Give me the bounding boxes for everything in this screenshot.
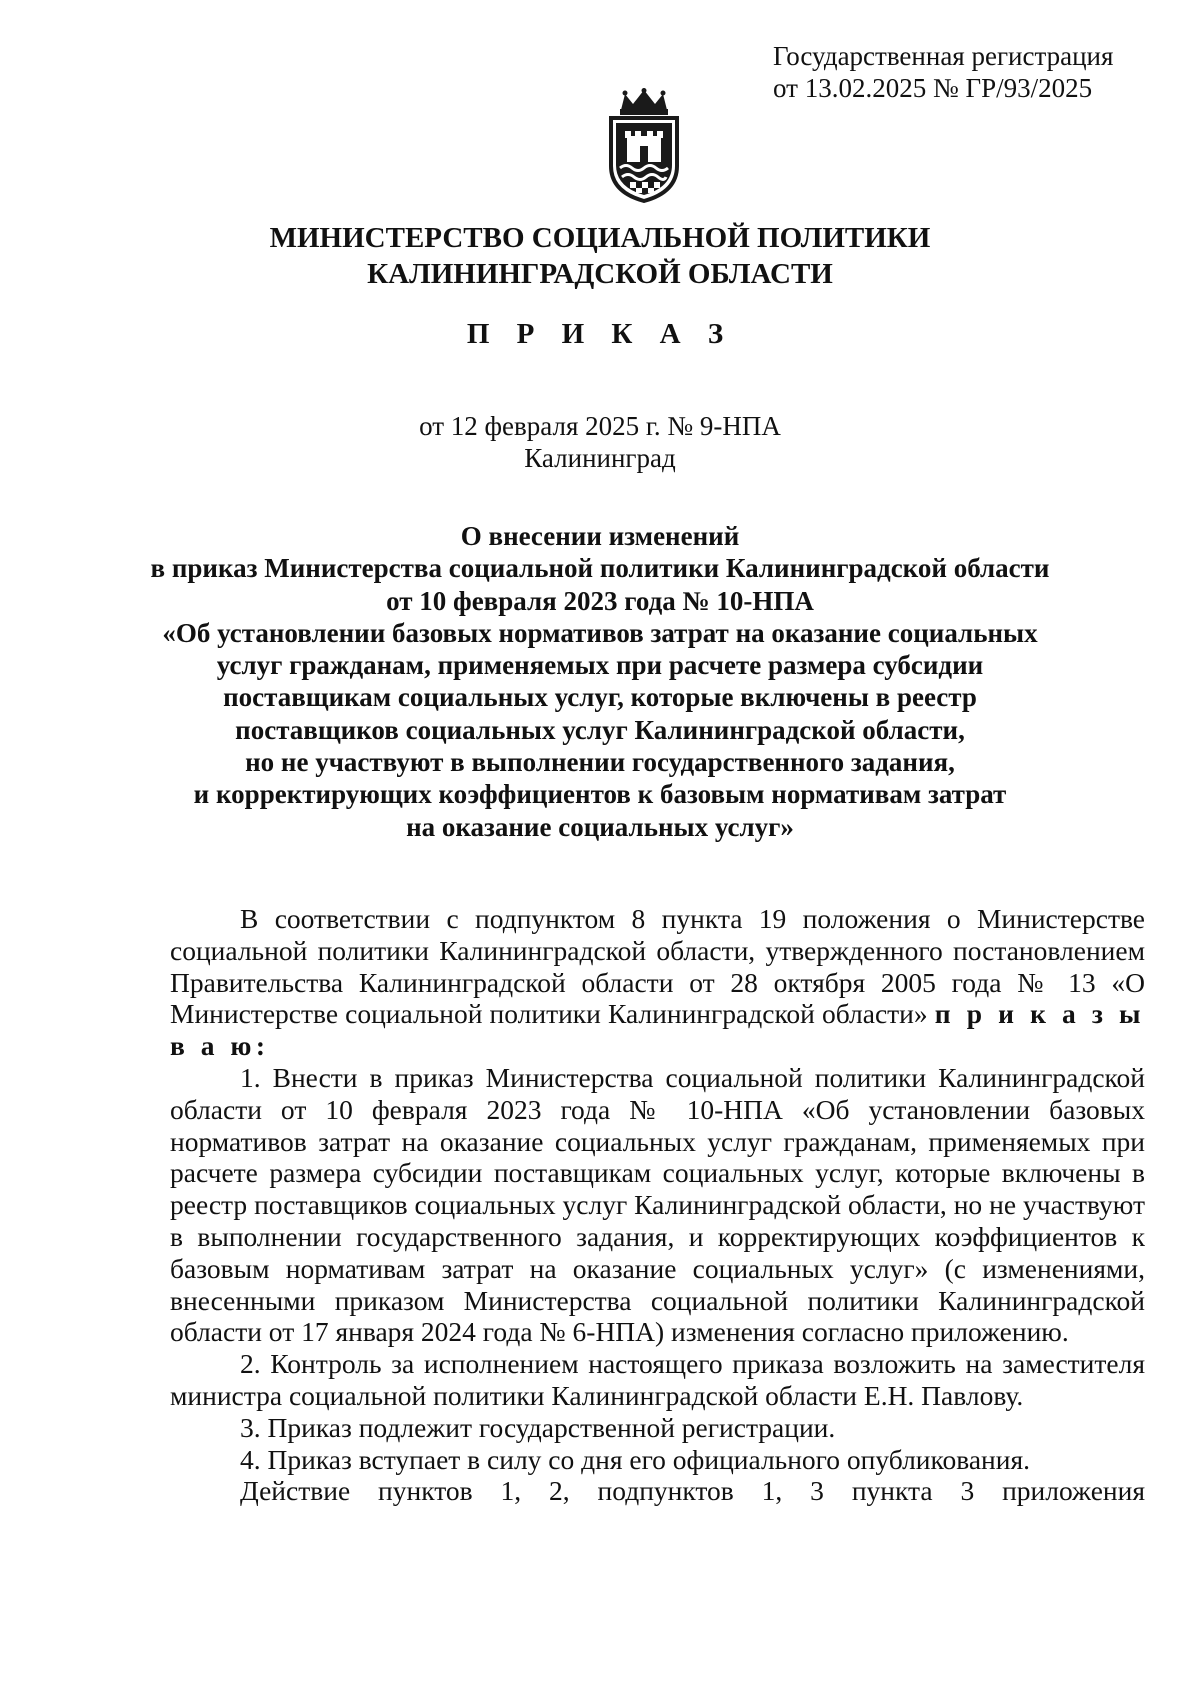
registration-stamp	[773, 40, 1173, 104]
order-date-block	[0, 410, 1200, 474]
title-line: в приказ Министерства социальной политики Калининградской области	[150, 553, 1050, 584]
order-title	[60, 520, 1140, 843]
title-line: поставщиков социальных услуг Калининградской области,	[235, 714, 965, 745]
order-date: от 12 февраля 2025 г. № 9-НПА	[419, 411, 781, 441]
ministry-name-line-2: КАЛИНИНГРАДСКОЙ ОБЛАСТИ	[367, 258, 833, 290]
title-line: поставщикам социальных услуг, которые включены в реестр	[223, 682, 977, 713]
ministry-name-line-1: МИНИСТЕРСТВО СОЦИАЛЬНОЙ ПОЛИТИКИ	[269, 222, 931, 254]
title-line: на оказание социальных услуг»	[406, 811, 794, 842]
preamble-text: В соответствии с подпунктом 8 пункта 19 положения о Министерстве социальной политики Калининградской области, утвержденного постановлением Правительства Калининградской области от 28 октября 2005 года № 13 «О Министерстве социальной политики Калининградской области»	[170, 903, 1145, 1030]
item-1-paragraph: 1. Внести в приказ Министерства социальной политики Калининградской области от 10 февраля 2023 года № 10-НПА «Об установлении базовых нормативов затрат на оказание социальных услуг гражданам, применяемых при расчете размера субсидии поставщикам социальных услуг, которые включены в реестр поставщиков социальных услуг Калининградской области, но не участвуют в выполнении государственного задания, и корректирующих коэффициентов к базовым нормативам затрат на оказание социальных услуг» (с изменениями, внесенными приказом Министерства социальной политики Калининградской области от 17 января 2024 года № 6-НПА) изменения согласно приложению.	[170, 1061, 1145, 1348]
title-line: услуг гражданам, применяемых при расчете размера субсидии	[216, 650, 984, 681]
title-line: но не участвуют в выполнении государственного задания,	[245, 747, 955, 778]
document-type-heading: П Р И К А З	[466, 318, 734, 350]
item-2-paragraph: 2. Контроль за исполнением настоящего приказа возложить на заместителя министра социальной политики Калининградской области Е.Н. Павлову.	[170, 1348, 1145, 1411]
registration-line-2: от 13.02.2025 № ГР/93/2025	[773, 73, 1093, 103]
title-line: от 10 февраля 2023 года № 10-НПА	[386, 585, 814, 616]
order-city: Калининград	[524, 443, 676, 473]
ministry-name	[0, 220, 1200, 292]
item-3-paragraph: 3. Приказ подлежит государственной регистрации.	[240, 1411, 836, 1443]
item-4-paragraph: 4. Приказ вступает в силу со дня его официального опубликования.	[240, 1443, 1031, 1475]
title-line: «Об установлении базовых нормативов затрат на оказание социальных	[162, 617, 1038, 648]
title-line: О внесении изменений	[460, 521, 740, 551]
order-body	[170, 903, 1145, 1507]
title-line: и корректирующих коэффициентов к базовым нормативам затрат	[193, 779, 1007, 810]
tail-paragraph: Действие пунктов 1, 2, подпунктов 1, 3 пункта 3 приложения	[240, 1475, 1145, 1507]
registration-line-1: Государственная регистрация	[773, 41, 1114, 71]
order-verb: п р и к а з ы в а ю:	[170, 998, 1145, 1062]
kaliningrad-coat-of-arms-icon	[603, 88, 685, 203]
preamble-paragraph	[170, 903, 1145, 1062]
